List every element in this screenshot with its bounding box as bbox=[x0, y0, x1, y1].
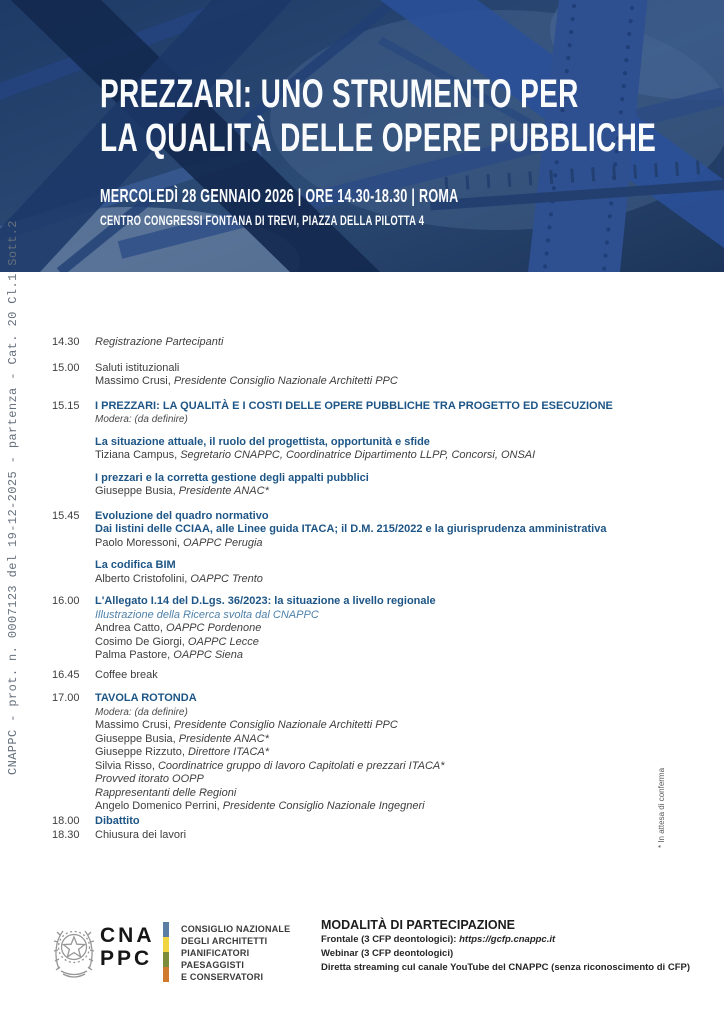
program-text-segment: Giuseppe Busia, bbox=[95, 732, 179, 745]
program-item-lines bbox=[95, 815, 682, 829]
program-text-segment: Segretario CNAPPC, Coordinatrice Dipartimento LLPP, Concorsi, ONSAI bbox=[180, 449, 536, 461]
program-item-time: 15.15 bbox=[52, 399, 80, 412]
program-line bbox=[95, 595, 682, 609]
program-text-segment: L'Allegato I.14 del D.Lgs. 36/2023: la situazione a livello regionale bbox=[95, 595, 436, 607]
program-text-segment: Tiziana Campus, bbox=[95, 449, 181, 461]
program-text-segment: I prezzari e la corretta gestione degli appalti pubblici bbox=[95, 471, 369, 484]
program-line bbox=[95, 746, 682, 760]
participation-line bbox=[321, 961, 690, 975]
program-text-segment: Giuseppe Busia, bbox=[95, 485, 179, 497]
participation-line bbox=[321, 933, 690, 947]
program-text-segment: Saluti istituzionali bbox=[95, 361, 180, 374]
program-text-segment: Silvia Risso, bbox=[95, 759, 158, 772]
program-line bbox=[95, 559, 682, 573]
program-line bbox=[95, 609, 682, 623]
program-item-lines bbox=[95, 669, 682, 683]
program-line bbox=[95, 573, 682, 587]
program-text-segment: Alberto Cristofolini, bbox=[95, 572, 191, 585]
program-item-lines bbox=[95, 692, 682, 814]
program-line bbox=[95, 400, 682, 414]
program-item bbox=[52, 829, 682, 843]
logo-colorbar-segment bbox=[163, 922, 169, 937]
program-text-segment: La situazione attuale, il ruolo del progettista, opportunità e sfide bbox=[95, 435, 430, 448]
program-line bbox=[95, 622, 682, 636]
program-text-segment: OAPPC Perugia bbox=[183, 536, 263, 549]
program-line bbox=[95, 733, 682, 747]
program-text-segment: Paolo Moressoni, bbox=[95, 536, 184, 549]
program-text-segment: Cosimo De Giorgi, bbox=[95, 635, 188, 648]
program-line bbox=[95, 706, 682, 720]
program-text-segment: Direttore ITACA* bbox=[187, 746, 270, 758]
program-text-segment: Presidente Consiglio Nazionale Architetti PPC bbox=[173, 719, 398, 731]
hero-banner bbox=[0, 0, 724, 272]
program-line bbox=[95, 692, 682, 706]
italian-republic-emblem-icon bbox=[53, 921, 95, 986]
logo-colorbar bbox=[163, 922, 169, 982]
org-name-line: E CONSERVATORI bbox=[181, 972, 264, 982]
participation-title: MODALITÀ DI PARTECIPAZIONE bbox=[321, 918, 515, 932]
program-text-segment: Presidente ANAC* bbox=[178, 485, 269, 497]
program-line bbox=[95, 773, 682, 787]
event-venue: CENTRO CONGRESSI FONTANA DI TREVI, PIAZZA DELLA PILOTTA 4 bbox=[100, 213, 425, 228]
program-text-segment: Presidente Consiglio Nazionale Ingegneri bbox=[222, 800, 425, 812]
page-title-line2: LA QUALITÀ DELLE OPERE PUBBLICHE bbox=[100, 116, 657, 160]
program-text-segment: Angelo Domenico Perrini, bbox=[95, 800, 223, 812]
program-item-time: 15.45 bbox=[52, 509, 80, 522]
program-text-segment: Dibattito bbox=[95, 814, 140, 827]
program-line bbox=[95, 336, 682, 350]
program-line bbox=[95, 449, 682, 463]
program-item-time: 15.00 bbox=[52, 361, 80, 374]
program-text-segment: Presidente ANAC* bbox=[178, 732, 269, 745]
page-title-line1: PREZZARI: UNO STRUMENTO PER bbox=[100, 72, 579, 116]
program-list bbox=[52, 336, 682, 843]
program-text-segment: TAVOLA ROTONDA bbox=[95, 692, 197, 704]
program-text-segment: La codifica BIM bbox=[95, 559, 176, 571]
logo-acronym-line1: CNA bbox=[100, 924, 155, 947]
program-item bbox=[52, 692, 682, 814]
program-text-segment: Massimo Crusi, bbox=[95, 719, 174, 731]
org-name-line: PIANIFICATORI bbox=[181, 948, 250, 958]
participation-text-segment: Webinar (3 CFP deontologici) bbox=[321, 948, 454, 959]
participation-url-link[interactable]: https://gcfp.cnappc.it bbox=[459, 934, 556, 945]
program-item bbox=[52, 436, 682, 463]
program-item-lines bbox=[95, 436, 682, 463]
protocol-stamp-vertical: CNAPPC - prot. n. 0007123 del 19-12-2025 - partenza - Cat. 20 Cl.1 Sott.2 bbox=[6, 220, 20, 775]
program-text-segment: OAPPC Pordenone bbox=[165, 622, 262, 634]
org-name-line: PAESAGGISTI bbox=[181, 960, 245, 970]
program-text-segment: Evoluzione del quadro normativo bbox=[95, 509, 269, 522]
program-text-segment: Coordinatrice gruppo di lavoro Capitolati e prezzari ITACA* bbox=[157, 759, 445, 772]
program-text-segment: I PREZZARI: LA QUALITÀ E I COSTI DELLE OPERE PUBBLICHE TRA PROGETTO ED ESECUZIONE bbox=[95, 399, 613, 412]
program-item-lines bbox=[95, 829, 682, 843]
program-item-time bbox=[52, 472, 95, 499]
program-text-segment: Andrea Catto, bbox=[95, 622, 166, 634]
logo-colorbar-segment bbox=[163, 952, 169, 967]
program-line bbox=[95, 510, 682, 524]
program-text-segment: Modera: (da definire) bbox=[95, 414, 188, 425]
program-item-time: 18.30 bbox=[52, 829, 80, 841]
program-line bbox=[95, 485, 682, 499]
footnote-confirmation-vertical: * In attesa di conferma bbox=[657, 767, 666, 848]
org-name-line: CONSIGLIO NAZIONALE bbox=[181, 924, 291, 934]
program-text-segment: Chiusura dei lavori bbox=[95, 829, 187, 841]
program-line bbox=[95, 787, 682, 801]
org-name-line: DEGLI ARCHITETTI bbox=[181, 936, 268, 946]
program-text-segment: Rappresentanti delle Regioni bbox=[95, 786, 237, 799]
event-date: MERCOLEDÌ 28 GENNAIO 2026 | ORE 14.30-18.30 | ROMA bbox=[100, 186, 459, 206]
program-item-lines bbox=[95, 472, 682, 499]
program-item-time: 14.30 bbox=[52, 336, 80, 348]
program-line bbox=[95, 669, 682, 683]
program-line bbox=[95, 413, 682, 427]
program-item-lines bbox=[95, 510, 682, 551]
participation-line bbox=[321, 947, 690, 961]
program-item-lines bbox=[95, 559, 682, 586]
program-line bbox=[95, 537, 682, 551]
program-line bbox=[95, 523, 682, 537]
program-text-segment: Dai listini delle CCIAA, alle Linee guida ITACA; il D.M. 215/2022 e la giurisprudenza amministrativa bbox=[95, 523, 607, 535]
program-item bbox=[52, 510, 682, 551]
program-item bbox=[52, 669, 682, 683]
program-text-segment: Presidente Consiglio Nazionale Architetti PPC bbox=[173, 375, 398, 387]
participation-text-segment: Diretta streaming cul canale YouTube del CNAPPC (senza riconoscimento di CFP) bbox=[321, 962, 690, 973]
program-line bbox=[95, 815, 682, 829]
logo-colorbar-segment bbox=[163, 937, 169, 952]
program-text-segment: Coffee break bbox=[95, 668, 158, 681]
program-item-lines bbox=[95, 362, 682, 389]
program-line bbox=[95, 375, 682, 389]
program-item bbox=[52, 362, 682, 389]
program-text-segment: OAPPC Siena bbox=[173, 649, 243, 661]
cnappc-logo-acronym bbox=[100, 924, 155, 970]
participation-block bbox=[321, 917, 690, 975]
program-item-time bbox=[52, 559, 95, 586]
program-item-time: 18.00 bbox=[52, 814, 80, 827]
program-item bbox=[52, 559, 682, 586]
program-text-segment: Massimo Crusi, bbox=[95, 375, 174, 387]
program-line bbox=[95, 472, 682, 486]
logo-colorbar-segment bbox=[163, 967, 169, 982]
program-line bbox=[95, 436, 682, 450]
program-item bbox=[52, 472, 682, 499]
program-text-segment: Registrazione Partecipanti bbox=[95, 336, 224, 348]
program-text-segment: Palma Pastore, bbox=[95, 649, 174, 661]
program-item-time: 16.45 bbox=[52, 668, 80, 681]
program-item-lines bbox=[95, 400, 682, 427]
program-line bbox=[95, 800, 682, 814]
program-item bbox=[52, 815, 682, 829]
participation-lines bbox=[321, 933, 690, 975]
program-line bbox=[95, 636, 682, 650]
program-item bbox=[52, 595, 682, 663]
program-line bbox=[95, 760, 682, 774]
program-item-lines bbox=[95, 336, 682, 350]
logo-acronym-line2: PPC bbox=[100, 947, 153, 970]
program-text-segment: Provved itorato OOPP bbox=[95, 773, 204, 785]
program-line bbox=[95, 362, 682, 376]
program-item bbox=[52, 400, 682, 427]
program-text-segment: Giuseppe Rizzuto, bbox=[95, 746, 188, 758]
program-item-time bbox=[52, 436, 95, 463]
program-item bbox=[52, 336, 682, 350]
program-line bbox=[95, 649, 682, 663]
program-line bbox=[95, 719, 682, 733]
program-item-time: 17.00 bbox=[52, 692, 80, 704]
participation-text-segment: Frontale (3 CFP deontologici): bbox=[321, 934, 460, 945]
program-text-segment: OAPPC Lecce bbox=[187, 635, 259, 648]
program-item-time: 16.00 bbox=[52, 595, 80, 607]
org-name-lines bbox=[181, 923, 290, 983]
program-text-segment: Modera: (da definire) bbox=[95, 706, 188, 718]
program-item-lines bbox=[95, 595, 682, 663]
program-text-segment: Illustrazione della Ricerca svolta dal CNAPPC bbox=[95, 608, 319, 621]
program-line bbox=[95, 829, 682, 843]
program-text-segment: OAPPC Trento bbox=[190, 572, 263, 585]
hero-text-block bbox=[100, 72, 724, 228]
